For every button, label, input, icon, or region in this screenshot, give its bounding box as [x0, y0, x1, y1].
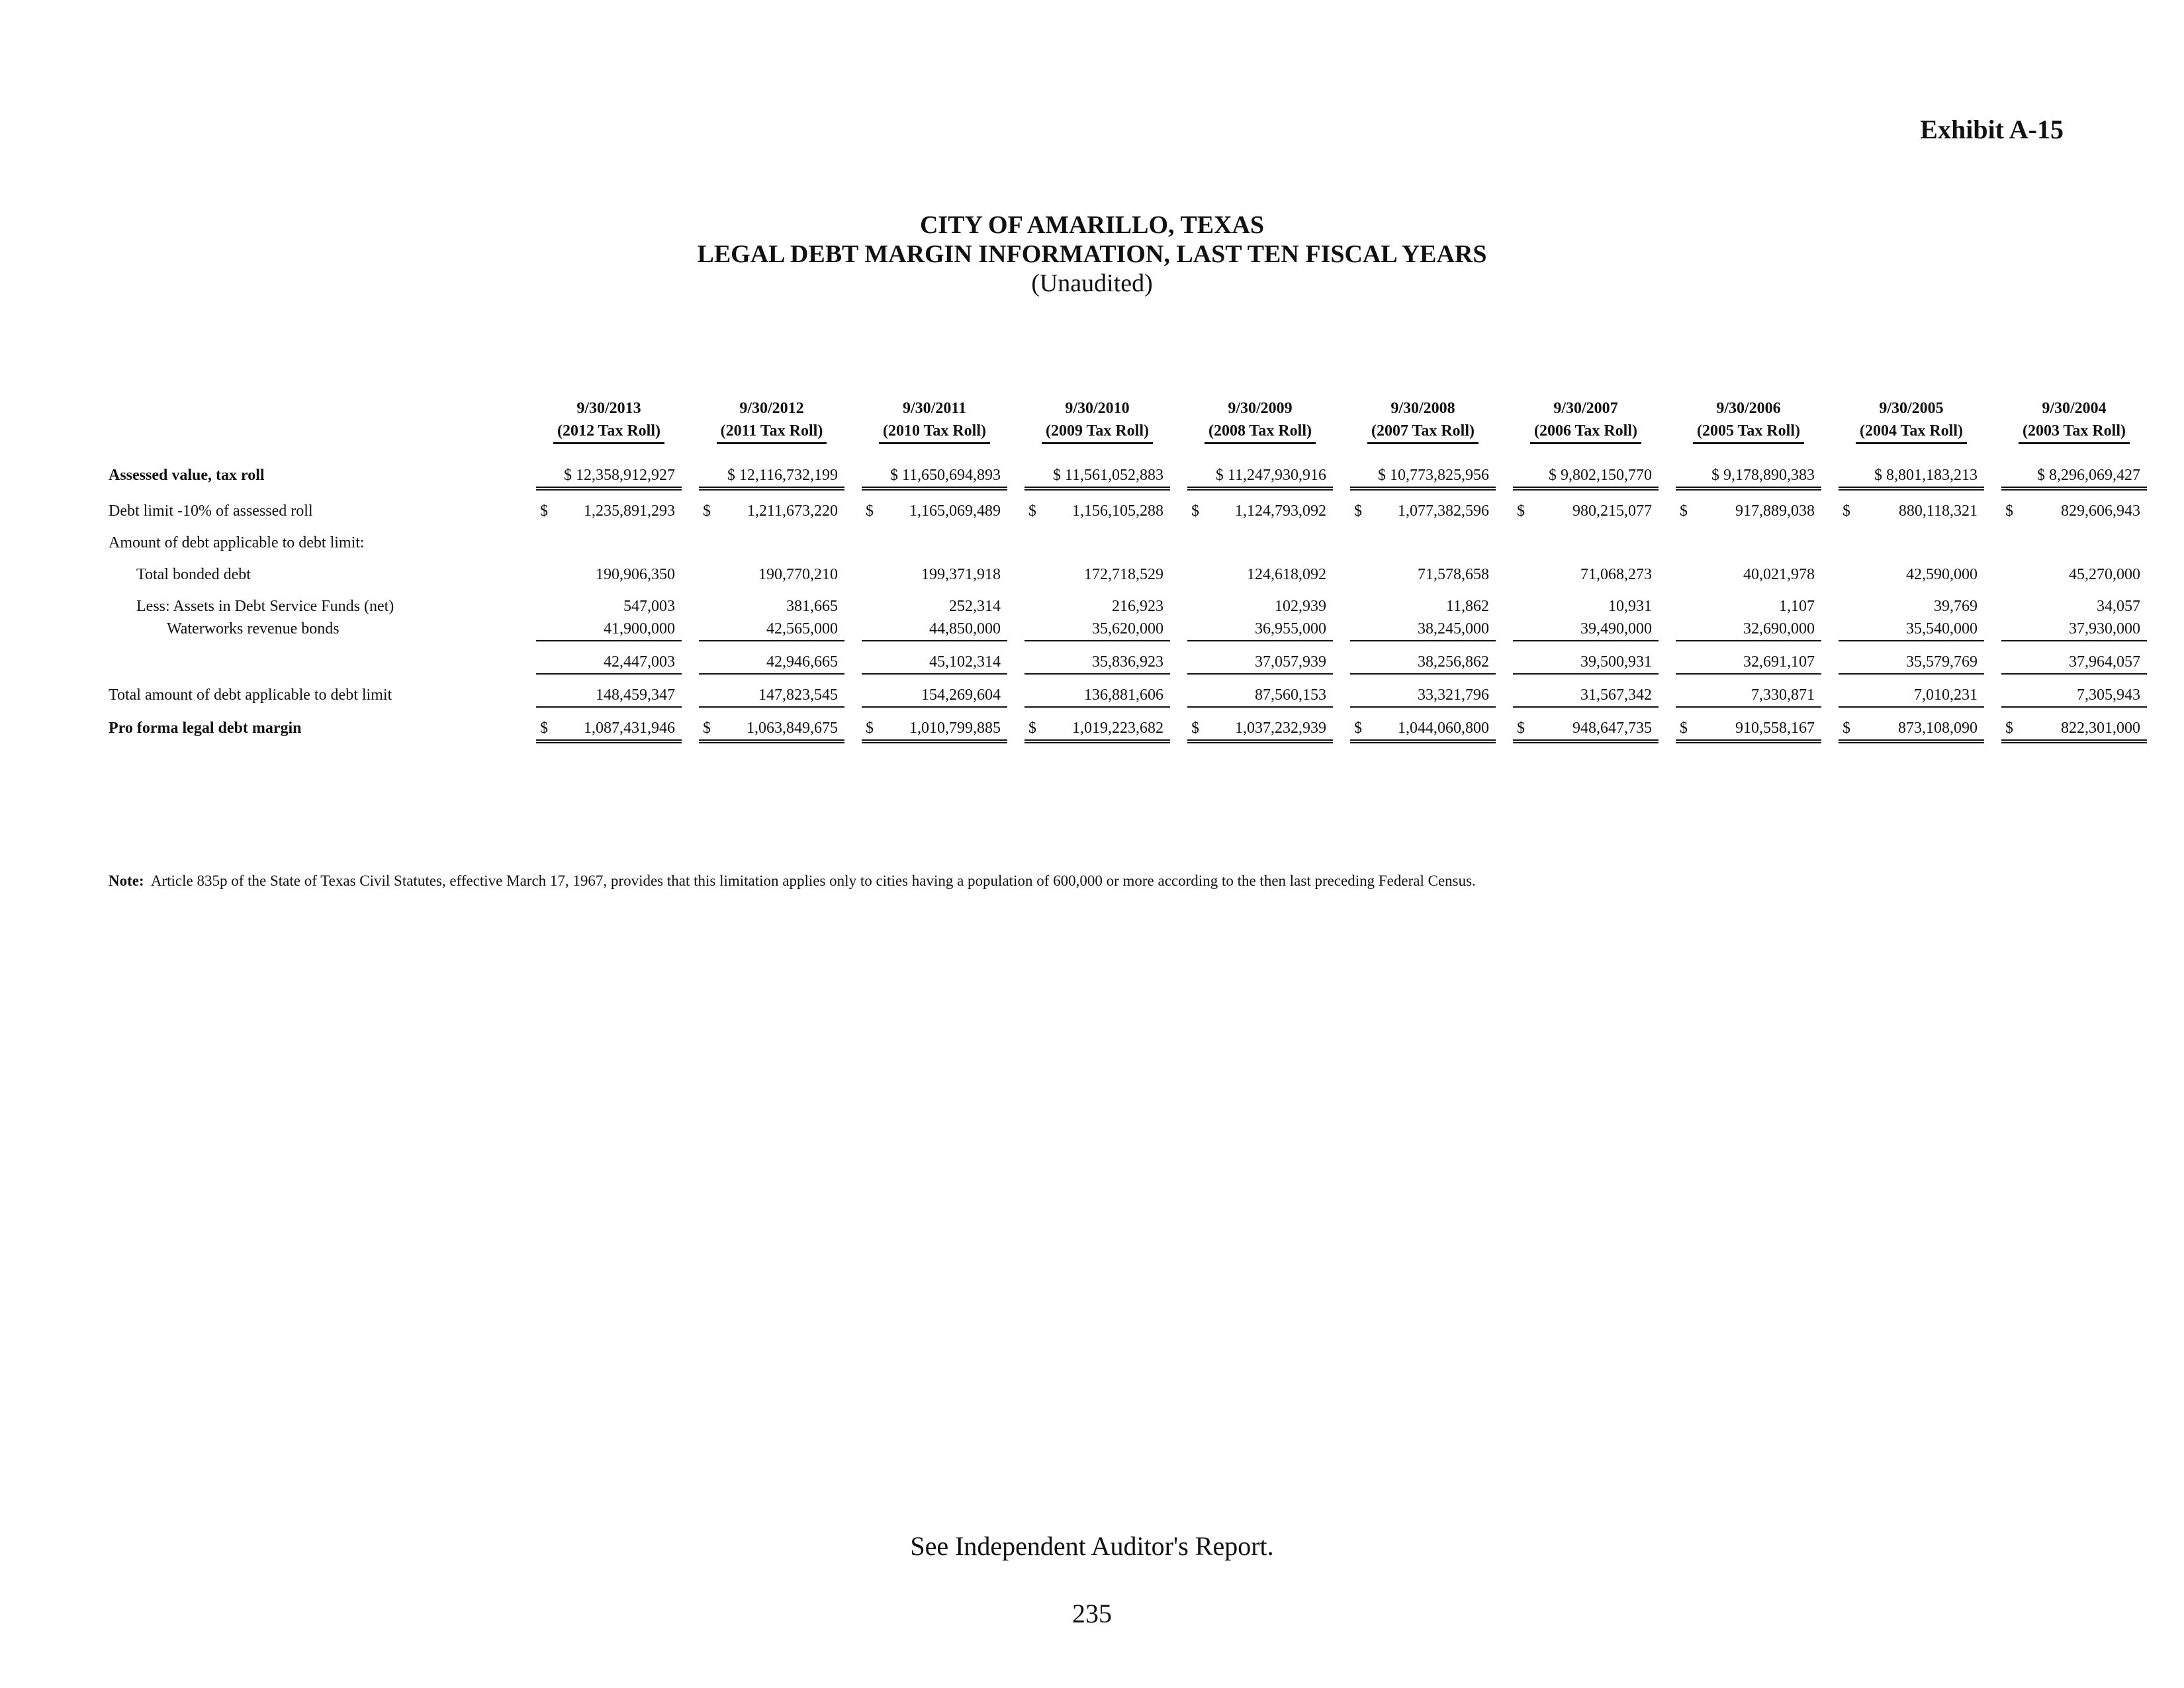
table-cell: 40,021,978 — [1743, 566, 1815, 583]
column-header-tax-roll: (2012 Tax Roll) — [553, 420, 664, 444]
table-cell: 190,770,210 — [758, 566, 838, 583]
auditor-report-reference: See Independent Auditor's Report. — [910, 1531, 1274, 1561]
table-cell — [1350, 717, 1496, 743]
table-cell: 32,690,000 — [1676, 618, 1821, 641]
column-header — [699, 395, 844, 444]
table-cell: 39,490,000 — [1513, 618, 1659, 641]
column-header-tax-roll: (2009 Tax Roll) — [1042, 420, 1153, 444]
table-cell: 38,256,862 — [1350, 651, 1496, 675]
cell-value: 822,301,000 — [2061, 720, 2140, 737]
cell-value: 1,211,673,220 — [747, 502, 838, 520]
currency-symbol: $ — [866, 502, 874, 520]
table-cell: 45,270,000 — [2069, 566, 2140, 583]
currency-symbol: $ — [2005, 502, 2013, 520]
table-cell — [536, 500, 682, 522]
table-cell: 42,565,000 — [699, 618, 844, 641]
table-cell: 33,321,796 — [1350, 684, 1496, 708]
table-cell: 547,003 — [623, 598, 675, 615]
debt-margin-table — [109, 395, 2140, 743]
row-spacer — [109, 522, 2147, 532]
table-cell: 41,900,000 — [536, 618, 682, 641]
table-cell — [862, 717, 1007, 743]
column-header-tax-roll: (2008 Tax Roll) — [1205, 420, 1316, 444]
cell-value: 1,037,232,939 — [1235, 720, 1326, 737]
table-cell — [1350, 500, 1496, 522]
column-header-tax-roll: (2004 Tax Roll) — [1856, 420, 1967, 444]
row-label-less-assets: Less: Assets in Debt Service Funds (net) — [136, 598, 394, 615]
table-cell: $ 11,561,052,883 — [1024, 464, 1170, 491]
currency-symbol: $ — [866, 720, 874, 737]
row-label-debt-limit: Debt limit -10% of assessed roll — [109, 502, 313, 520]
row-spacer — [109, 491, 2147, 500]
table-cell: 71,578,658 — [1418, 566, 1489, 583]
table-cell: $ 11,247,930,916 — [1187, 464, 1333, 491]
currency-symbol: $ — [540, 502, 548, 520]
table-cell: 252,314 — [949, 598, 1001, 615]
column-header — [862, 395, 1007, 444]
table-cell — [2001, 500, 2147, 522]
column-header-tax-roll: (2005 Tax Roll) — [1693, 420, 1804, 444]
table-cell: 216,923 — [1112, 598, 1163, 615]
table-cell — [1024, 500, 1170, 522]
table-cell: $ 9,802,150,770 — [1513, 464, 1659, 491]
column-header — [1513, 395, 1659, 444]
table-cell — [1187, 717, 1333, 743]
table-cell — [1187, 500, 1333, 522]
table-cell: 39,500,931 — [1513, 651, 1659, 675]
table-cell: 42,946,665 — [699, 651, 844, 675]
table-cell — [1676, 717, 1821, 743]
table-cell: 199,371,918 — [921, 566, 1001, 583]
currency-symbol: $ — [1354, 502, 1362, 520]
report-title-main: LEGAL DEBT MARGIN INFORMATION, LAST TEN FISCAL YEARS — [697, 240, 1487, 268]
table-cell — [1513, 500, 1659, 522]
column-header-date: 9/30/2008 — [1390, 400, 1455, 417]
row-spacer — [109, 586, 2147, 595]
table-cell — [699, 500, 844, 522]
column-header — [536, 395, 682, 444]
report-title-block — [0, 211, 2184, 298]
table-cell: 42,590,000 — [1906, 566, 1978, 583]
column-header-date: 9/30/2009 — [1228, 400, 1293, 417]
table-cell: 172,718,529 — [1084, 566, 1163, 583]
footnote-prefix: Note: — [109, 872, 144, 889]
table-cell: 1,107 — [1779, 598, 1815, 615]
page-number: 235 — [1072, 1599, 1112, 1628]
cell-value: 1,087,431,946 — [584, 720, 675, 737]
table-cell: 87,560,153 — [1187, 684, 1333, 708]
currency-symbol: $ — [1028, 502, 1036, 520]
table-cell: 102,939 — [1275, 598, 1326, 615]
column-header-tax-roll: (2006 Tax Roll) — [1530, 420, 1641, 444]
table-cell: $ 9,178,890,383 — [1676, 464, 1821, 491]
table-cell: 38,245,000 — [1350, 618, 1496, 641]
currency-symbol: $ — [1191, 502, 1199, 520]
cell-value: 873,108,090 — [1898, 720, 1978, 737]
footnote-text: Article 835p of the State of Texas Civil Statutes, effective March 17, 1967, provides that this limitation applies only to cities having a population of 600,000 or more according to the then last preceding Federal Census. — [150, 872, 1476, 889]
table-cell: $ 11,650,694,893 — [862, 464, 1007, 491]
cell-value: 1,019,223,682 — [1072, 720, 1163, 737]
table-cell: $ 10,773,825,956 — [1350, 464, 1496, 491]
table-cell: $ 8,296,069,427 — [2001, 464, 2147, 491]
cell-value: 829,606,943 — [2061, 502, 2140, 520]
cell-value: 948,647,735 — [1572, 720, 1652, 737]
table-cell: $ 8,801,183,213 — [1839, 464, 1984, 491]
table-cell: 39,769 — [1934, 598, 1978, 615]
table-cell: 190,906,350 — [596, 566, 675, 583]
table-cell — [699, 717, 844, 743]
report-title-unaudited: (Unaudited) — [1031, 269, 1153, 297]
footnote — [109, 872, 2081, 890]
column-header — [1676, 395, 1821, 444]
column-header-date: 9/30/2006 — [1716, 400, 1781, 417]
cell-value: 1,124,793,092 — [1235, 502, 1326, 520]
currency-symbol: $ — [703, 720, 711, 737]
table-cell: 10,931 — [1608, 598, 1652, 615]
table-cell — [1676, 500, 1821, 522]
currency-symbol: $ — [703, 502, 711, 520]
table-cell: $ 12,116,732,199 — [699, 464, 844, 491]
table-cell: 7,305,943 — [2001, 684, 2147, 708]
table-cell: 7,010,231 — [1839, 684, 1984, 708]
row-label-total-bonded-debt: Total bonded debt — [136, 566, 251, 583]
table-cell: 36,955,000 — [1187, 618, 1333, 641]
currency-symbol: $ — [1517, 720, 1525, 737]
table-cell: 44,850,000 — [862, 618, 1007, 641]
table-cell: 148,459,347 — [536, 684, 682, 708]
table-cell: 35,836,923 — [1024, 651, 1170, 675]
currency-symbol: $ — [1843, 502, 1850, 520]
cell-value: 1,044,060,800 — [1398, 720, 1489, 737]
column-header-tax-roll: (2010 Tax Roll) — [879, 420, 990, 444]
column-header — [2001, 395, 2147, 444]
table-cell: 42,447,003 — [536, 651, 682, 675]
cell-value: 1,235,891,293 — [584, 502, 675, 520]
row-spacer — [109, 554, 2147, 563]
currency-symbol: $ — [1354, 720, 1362, 737]
currency-symbol: $ — [1680, 720, 1688, 737]
table-cell: 35,540,000 — [1839, 618, 1984, 641]
table-cell: 37,964,057 — [2001, 651, 2147, 675]
exhibit-label: Exhibit A-15 — [1920, 115, 2064, 144]
row-label-assessed-value: Assessed value, tax roll — [109, 467, 265, 484]
currency-symbol: $ — [1028, 720, 1036, 737]
row-label-total-applicable: Total amount of debt applicable to debt limit — [109, 686, 392, 704]
column-header-date: 9/30/2004 — [2042, 400, 2107, 417]
currency-symbol: $ — [1517, 502, 1525, 520]
currency-symbol: $ — [1680, 502, 1688, 520]
row-label-waterworks-bonds: Waterworks revenue bonds — [167, 620, 340, 637]
column-header-date: 9/30/2012 — [739, 400, 804, 417]
table-cell: 37,930,000 — [2001, 618, 2147, 641]
table-cell — [2001, 717, 2147, 743]
table-cell: 71,068,273 — [1580, 566, 1652, 583]
row-spacer — [109, 708, 2147, 717]
cell-value: 880,118,321 — [1898, 502, 1978, 520]
report-title-city: CITY OF AMARILLO, TEXAS — [919, 211, 1265, 239]
table-cell — [1839, 717, 1984, 743]
cell-value: 917,889,038 — [1735, 502, 1815, 520]
column-header — [1024, 395, 1170, 444]
section-label-applicable-debt: Amount of debt applicable to debt limit: — [109, 534, 365, 551]
table-cell — [1024, 717, 1170, 743]
cell-value: 980,215,077 — [1572, 502, 1652, 520]
row-spacer — [109, 444, 2147, 464]
table-cell: 31,567,342 — [1513, 684, 1659, 708]
table-cell: 34,057 — [2097, 598, 2140, 615]
column-header-date: 9/30/2007 — [1553, 400, 1618, 417]
currency-symbol: $ — [1191, 720, 1199, 737]
table-cell: 147,823,545 — [699, 684, 844, 708]
cell-value: 1,156,105,288 — [1072, 502, 1163, 520]
column-header-tax-roll: (2011 Tax Roll) — [717, 420, 827, 444]
row-label-subtotal — [109, 651, 519, 675]
table-cell — [1513, 717, 1659, 743]
table-cell — [862, 500, 1007, 522]
currency-symbol: $ — [540, 720, 548, 737]
table-cell: 136,881,606 — [1024, 684, 1170, 708]
cell-value: 1,063,849,675 — [747, 720, 838, 737]
cell-value: 1,010,799,885 — [909, 720, 1001, 737]
table-cell: 35,620,000 — [1024, 618, 1170, 641]
table-cell — [1839, 500, 1984, 522]
header-blank — [109, 395, 519, 444]
column-header — [1187, 395, 1333, 444]
column-header-tax-roll: (2003 Tax Roll) — [2019, 420, 2130, 444]
currency-symbol: $ — [1843, 720, 1850, 737]
table-cell: 11,862 — [1445, 598, 1489, 615]
table-cell: $ 12,358,912,927 — [536, 464, 682, 491]
row-spacer — [109, 641, 2147, 651]
column-header-tax-roll: (2007 Tax Roll) — [1367, 420, 1479, 444]
table-cell: 37,057,939 — [1187, 651, 1333, 675]
column-header — [1350, 395, 1496, 444]
column-header-date: 9/30/2013 — [576, 400, 641, 417]
column-header-date: 9/30/2005 — [1879, 400, 1944, 417]
table-cell: 35,579,769 — [1839, 651, 1984, 675]
table-cell: 32,691,107 — [1676, 651, 1821, 675]
column-header — [1839, 395, 1984, 444]
cell-value: 1,165,069,489 — [909, 502, 1001, 520]
table-cell — [536, 717, 682, 743]
table-cell: 7,330,871 — [1676, 684, 1821, 708]
row-spacer — [109, 675, 2147, 684]
row-label-pro-forma-margin: Pro forma legal debt margin — [109, 720, 302, 737]
cell-value: 910,558,167 — [1735, 720, 1815, 737]
table-cell: 381,665 — [786, 598, 838, 615]
table-cell: 124,618,092 — [1247, 566, 1326, 583]
table-cell: 154,269,604 — [862, 684, 1007, 708]
currency-symbol: $ — [2005, 720, 2013, 737]
table-cell: 45,102,314 — [862, 651, 1007, 675]
column-header-date: 9/30/2010 — [1065, 400, 1130, 417]
column-header-date: 9/30/2011 — [902, 400, 966, 417]
cell-value: 1,077,382,596 — [1398, 502, 1489, 520]
